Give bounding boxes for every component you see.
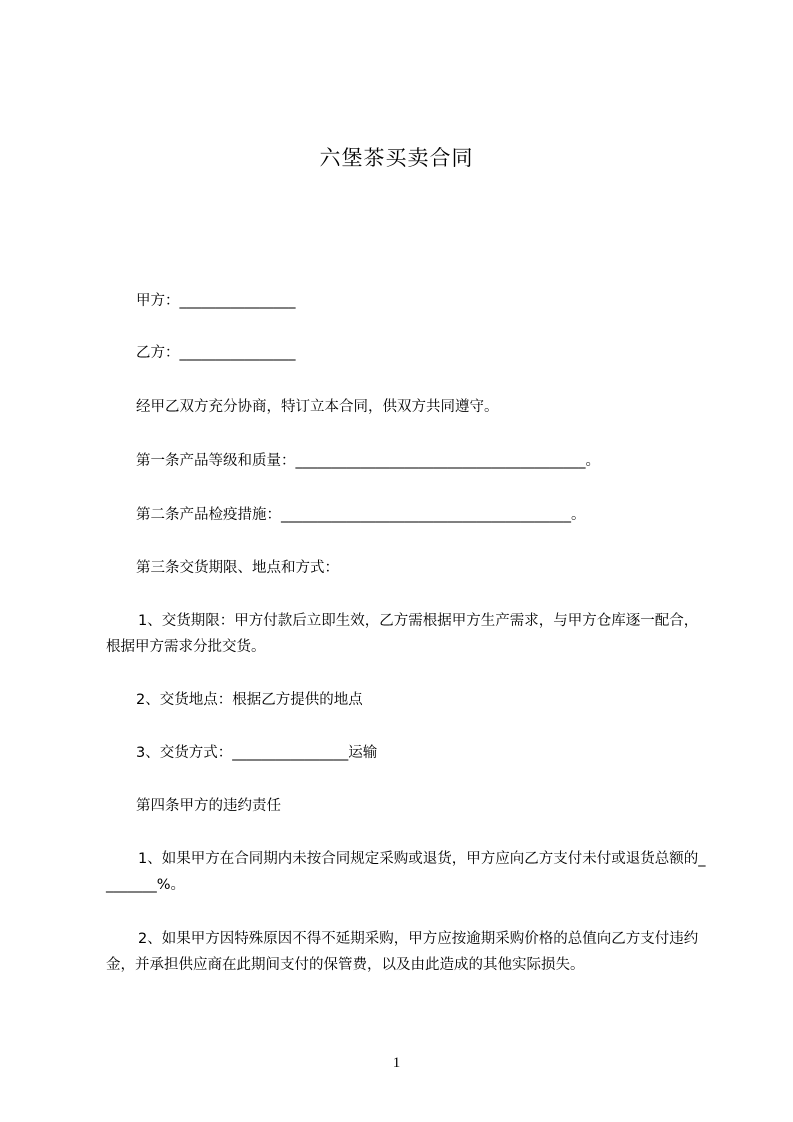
page-number: 1 — [392, 1055, 401, 1071]
article-1-quality: 第一条产品等级和质量：________________________________________。 — [136, 453, 600, 469]
article-4-heading: 第四条甲方的违约责任 — [136, 798, 281, 814]
article-2-inspection: 第二条产品检疫措施：________________________________________。 — [136, 507, 586, 523]
article-3-item-2: 2、交货地点：根据乙方提供的地点 — [136, 692, 363, 708]
intro-paragraph: 经甲乙双方充分协商，特订立本合同，供双方共同遵守。 — [136, 399, 499, 415]
article-3-heading: 第三条交货期限、地点和方式： — [136, 560, 339, 576]
party-b-line: 乙方：________________ — [136, 345, 296, 361]
article-4-item-1: 1、如果甲方在合同期内未按合同规定采购或退货，甲方应向乙方支付未付或退货总额的________%。 — [106, 851, 706, 893]
article-4-item-2: 2、如果甲方因特殊原因不得不延期采购，甲方应按逾期采购价格的总值向乙方支付违约金，并承担供应商在此期间支付的保管费，以及由此造成的其他实际损失。 — [106, 931, 699, 973]
party-a-line: 甲方：________________ — [136, 293, 296, 309]
article-3-item-3: 3、交货方式：________________运输 — [136, 745, 378, 761]
article-3-item-1: 1、交货期限：甲方付款后立即生效，乙方需根据甲方生产需求，与甲方仓库逐一配合，根据甲方需求分批交货。 — [106, 613, 699, 655]
document-title: 六堡茶买卖合同 — [319, 146, 474, 170]
